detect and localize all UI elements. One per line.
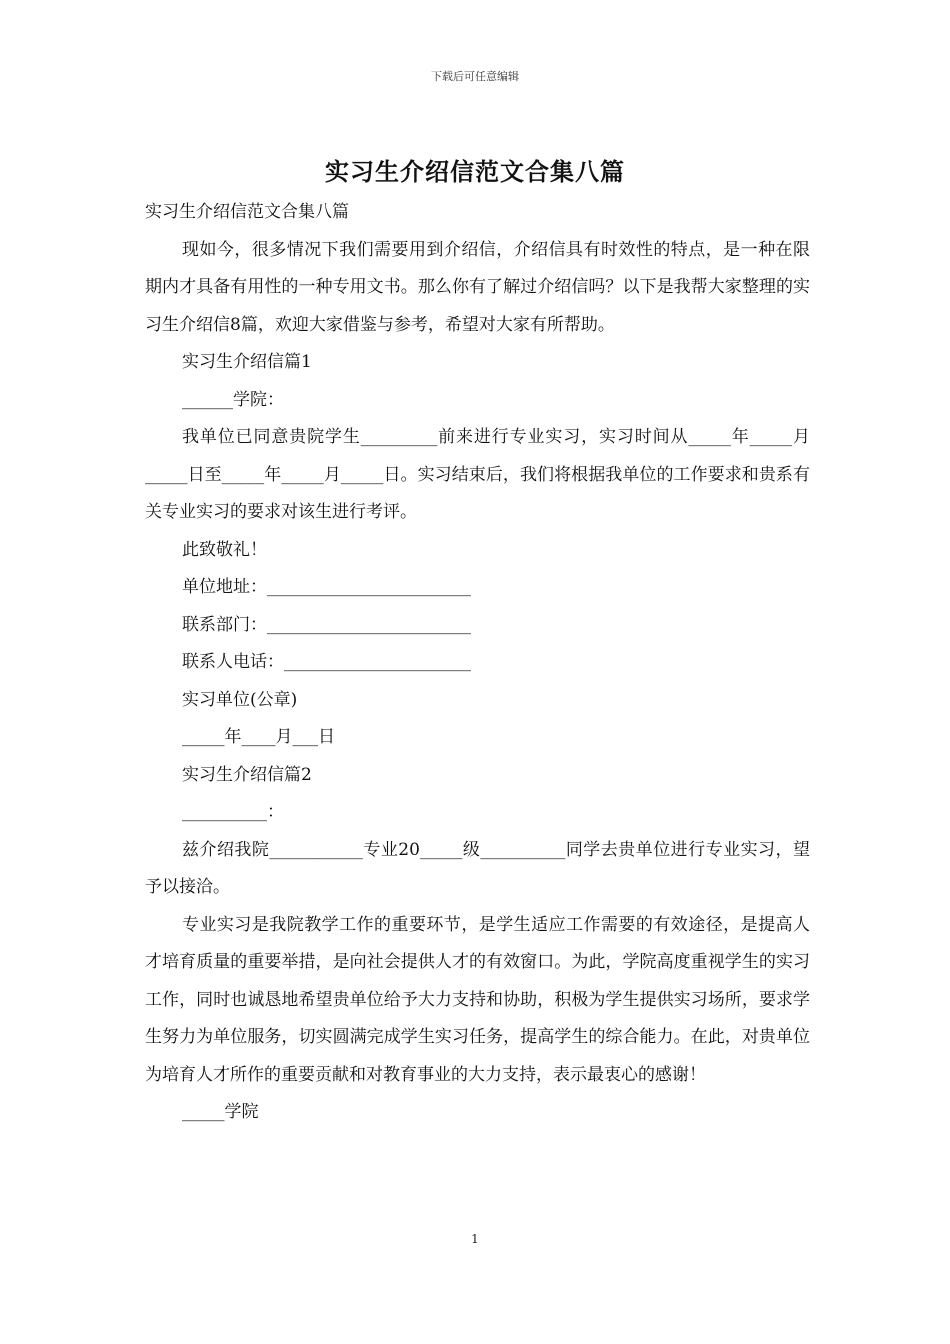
letter-2-intro: 兹介绍我院___________专业20_____级__________同学去贵单位进行专业实习，望予以接洽。 (145, 839, 810, 897)
salutation-2: __________： (182, 802, 284, 822)
page-number: 1 (471, 1232, 479, 1246)
section-heading-1: 实习生介绍信篇1 (182, 352, 312, 372)
document-body (145, 194, 810, 1132)
date-line-1: _____年____月___日 (182, 727, 335, 747)
section-heading-2: 实习生介绍信篇2 (182, 764, 312, 785)
contact-phone-line: 联系人电话：______________________ (182, 652, 471, 672)
subtitle-line: 实习生介绍信范文合集八篇 (145, 202, 349, 222)
intro-paragraph: 现如今，很多情况下我们需要用到介绍信，介绍信具有时效性的特点，是一种在限期内才具备有用性的一种专用文书。那么你有了解过介绍信吗？以下是我帮大家整理的实习生介绍信8篇，欢迎大家借鉴与参考，希望对大家有所帮助。 (145, 239, 810, 335)
letter-2-body: 专业实习是我院教学工作的重要环节，是学生适应工作需要的有效途径，是提高人才培育质量的重要举措，是向社会提供人才的有效窗口。为此，学院高度重视学生的实习工作，同时也诚恳地希望贵单位给予大力支持和协助，积极为学生提供实习场所，要求学生努力为单位服务，切实圆满完成学生实习任务，提高学生的综合能力。在此，对贵单位为培育人才所作的重要贡献和对教育事业的大力支持，表示最衷心的感谢！ (145, 914, 810, 1085)
closing-1: 此致敬礼！ (182, 539, 267, 560)
contact-department-line: 联系部门：________________________ (182, 614, 471, 635)
salutation-1: ______学院： (182, 389, 284, 410)
letter-1-body: 我单位已同意贵院学生_________前来进行专业实习，实习时间从_____年_____月_____日至_____年_____月_____日。实习结束后，我们将根据我单位的工作要求和贵系有关专业实习的要求对该生进行考评。 (145, 427, 810, 522)
document-title: 实习生介绍信范文合集八篇 (325, 157, 625, 186)
header-note: 下载后可任意编辑 (431, 70, 519, 83)
unit-address-line: 单位地址：________________________ (182, 577, 471, 597)
internship-unit-seal: 实习单位(公章) (182, 689, 298, 710)
college-signature: _____学院 (182, 1102, 259, 1122)
